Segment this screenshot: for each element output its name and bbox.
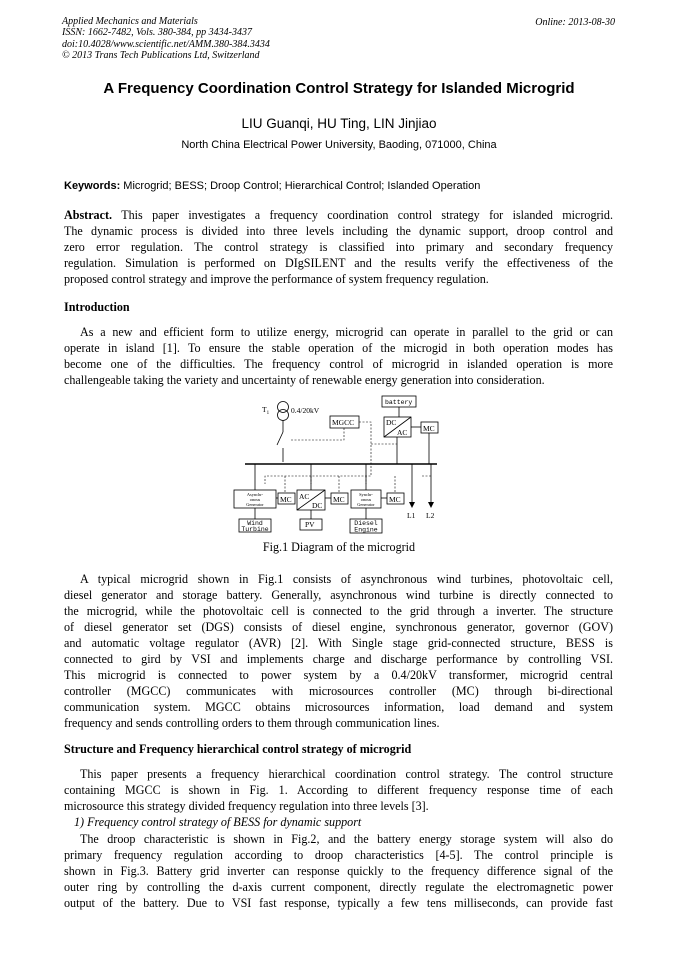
text-line: The droop characteristic is shown in Fig.2, and the battery energy storage system will also do <box>80 832 613 846</box>
wind-text-2: Turbine <box>241 526 269 533</box>
battery-mc-label: MC <box>423 424 435 433</box>
pv-label: PV <box>305 520 315 529</box>
microgrid-diagram <box>225 392 455 537</box>
authors: LIU Guanqi, HU Ting, LIN Jinjiao <box>241 116 437 131</box>
keywords-label: Keywords: <box>64 180 121 192</box>
sync-gen-text-3: Generator <box>357 502 375 507</box>
async-gen-text-3: Generator <box>246 502 264 507</box>
text-line: of diesel generator set (DGS) consists of diesel engine, synchronous generator, governor (GOV) <box>64 620 613 634</box>
keywords-text: Microgrid; BESS; Droop Control; Hierarchical Control; Islanded Operation <box>120 180 481 192</box>
ac-dc-dc-label: DC <box>312 501 323 510</box>
text-line: containing MGCC is shown in Fig. 1. According to different frequency response time of each <box>64 783 613 797</box>
paragraph-droop <box>64 831 613 911</box>
section-heading-structure: Structure and Frequency hierarchical control strategy of microgrid <box>64 742 412 756</box>
sync-gen-text-2: onous <box>360 497 372 502</box>
issn-line: ISSN: 1662-7482, Vols. 380-384, pp 3434-3437 <box>62 27 252 38</box>
figure-caption: Fig.1 Diagram of the microgrid <box>262 540 416 554</box>
load-arrow-l1 <box>409 502 415 508</box>
ac-dc-ac-label: AC <box>299 492 310 501</box>
online-date: Online: 2013-08-30 <box>535 17 615 28</box>
text-line: the microgrid, while the photovoltaic cell is connected to the grid through a inverter. The structure <box>64 604 613 618</box>
abstract-line: proposed control strategy and improve the performance of system frequency regulation. <box>64 272 489 286</box>
journal-name: Applied Mechanics and Materials <box>62 16 198 27</box>
wind-text-1: Wind <box>247 520 263 527</box>
text-line: frequency and sends controlling orders to them through communication lines. <box>64 716 440 730</box>
abstract-line: Abstract. This paper investigates a frequency coordination control strategy for islanded microgrid. <box>64 208 613 222</box>
text-line: and automatic voltage regulator (AVR) [2]. With Single stage grid-connected structure, BESS is <box>64 636 613 650</box>
keywords <box>64 180 480 192</box>
abstract-label: Abstract. <box>64 208 113 222</box>
abstract-line: regulation. Simulation is performed on DIgSILENT and the results verify the effectiveness of the <box>64 256 613 270</box>
async-gen-text-2: onous <box>249 497 261 502</box>
text-line: As a new and efficient form to utilize energy, microgrid can operate in parallel to the grid or can <box>80 325 613 339</box>
text-line: operate in island [1]. To ensure the stable operation of the microgid in both operation modes has <box>64 341 613 355</box>
section-heading-introduction: Introduction <box>64 300 130 314</box>
load-l1-label: L1 <box>407 511 416 520</box>
subsection-heading: 1) Frequency control strategy of BESS for dynamic support <box>74 815 362 829</box>
text-line: primary frequency regulation according to droop characteristics [4-5]. The control principle is <box>64 848 613 862</box>
comm-line-grid <box>290 428 344 440</box>
load-arrow-l2 <box>428 502 434 508</box>
load-l2-label: L2 <box>426 511 435 520</box>
battery-label: battery <box>385 399 413 406</box>
diesel-mc-label: MC <box>389 495 401 504</box>
voltage-label: 0.4/20kV <box>291 406 320 415</box>
mgcc-label: MGCC <box>332 418 355 427</box>
text-line: challengeable taking the variety and uncertainty of renewable energy generation into consideration. <box>64 373 545 387</box>
text-line: output of the battery. Due to VSI fast response, typically a few tens milliseconds, can provide fast <box>64 896 613 910</box>
text-line: outer ring by controlling the d-axis current component, directly regulate the electromagnetic power <box>64 880 613 894</box>
text-line: controller (MGCC) communicates with microsources controller (MC) through bi-directional <box>64 684 613 698</box>
copyright-line: © 2013 Trans Tech Publications Ltd, Switzerland <box>62 50 260 61</box>
async-gen-text-1: Asynchr- <box>246 492 264 497</box>
paragraph-microgrid-description <box>64 571 613 731</box>
affiliation: North China Electrical Power University, Baoding, 071000, China <box>181 139 497 151</box>
ac-label: AC <box>397 428 408 437</box>
introduction-paragraph <box>64 324 613 388</box>
text-line: connected to gird by VSI and implements charge and discharge performance by controlling VSI. <box>64 652 613 666</box>
switch-blade <box>277 432 283 445</box>
abstract <box>64 207 613 287</box>
comm-line-bus <box>265 422 371 484</box>
transformer-coil-bottom <box>278 410 289 421</box>
text-line: communication system. MGCC obtains microsources information, load demand and system <box>64 700 613 714</box>
microgrid-diagram-svg <box>225 392 455 537</box>
text-line: A typical microgrid shown in Fig.1 consists of asynchronous wind turbines, photovoltaic cell, <box>80 572 613 586</box>
abstract-line: The dynamic process is divided into three levels including the dynamic support, droop control and <box>64 224 613 238</box>
sync-gen-text-1: Synchr- <box>359 492 373 497</box>
text-line: become one of the difficulties. The frequency control of microgrid in islanded operation is more <box>64 357 613 371</box>
text-line: This microgrid is connected to power system by a 0.4/20kV transformer, microgrid central <box>64 668 613 682</box>
wind-mc-label: MC <box>280 495 292 504</box>
text-line: shown in Fig.3. Battery grid inverter can response quickly to the frequency difference signal of the <box>64 864 613 878</box>
transformer-label: $T_1$ <box>262 405 270 416</box>
paragraph-strategy <box>64 766 613 814</box>
abstract-line: zero error regulation. The control strategy is classified into primary and secondary frequency <box>64 240 613 254</box>
diesel-text-2: Engine <box>354 526 378 534</box>
paper-title: A Frequency Coordination Control Strategy for Islanded Microgrid <box>103 80 575 97</box>
text-line: This paper presents a frequency hierarchical coordination control strategy. The control structure <box>80 767 613 781</box>
diesel-text-1: Diesel <box>354 520 378 527</box>
doi-line: doi:10.4028/www.scientific.net/AMM.380-384.3434 <box>62 39 270 50</box>
pv-mc-label: MC <box>333 495 345 504</box>
text-line: microsource this strategy divided frequency regulation into three levels [3]. <box>64 799 429 813</box>
text-line: diesel generator and storage battery. Generally, asynchronous wind turbine is directly connected to <box>64 588 613 602</box>
dc-label: DC <box>386 418 397 427</box>
